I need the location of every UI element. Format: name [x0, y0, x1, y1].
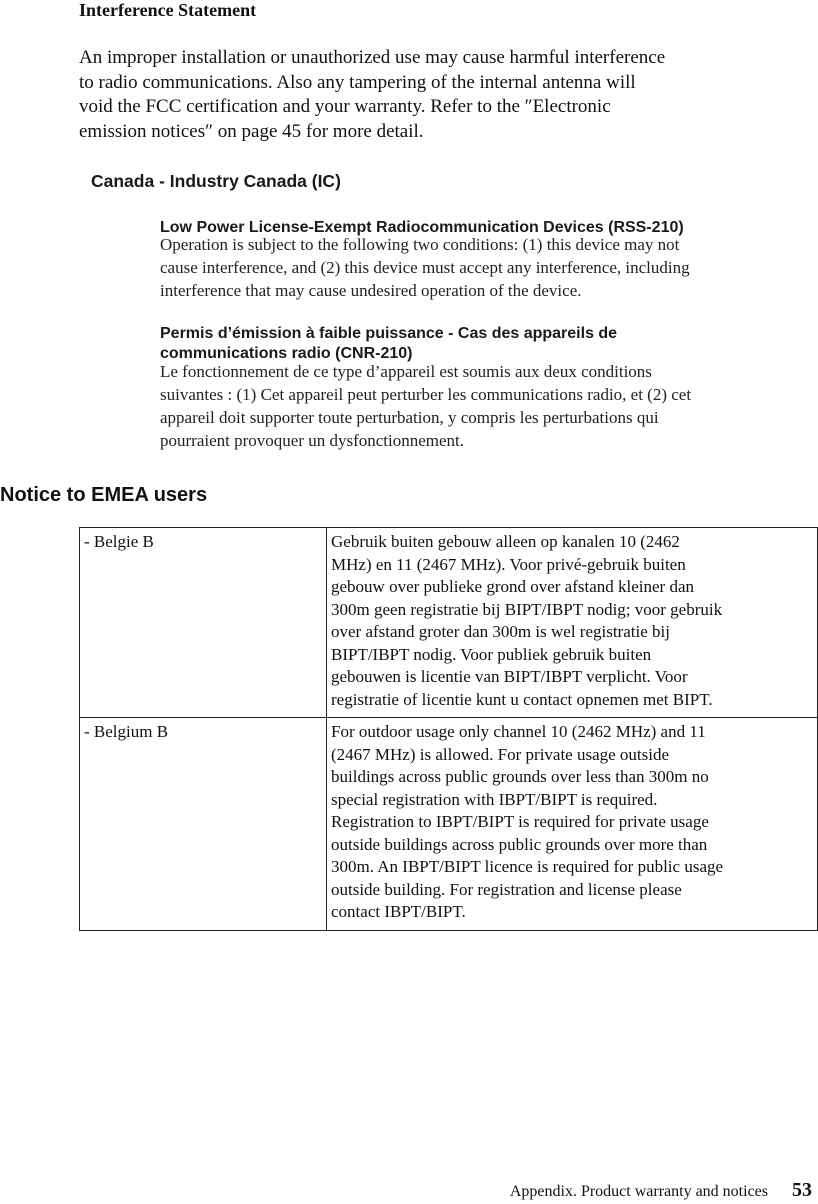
cnr-210-heading: [160, 324, 617, 364]
regulation-line: 300m geen registratie bij BIPT/IBPT nodig; voor gebruik: [331, 599, 723, 619]
regulation-line: gebouw over publieke grond over afstand kleiner dan: [331, 577, 695, 596]
interference-line: void the FCC certification and your warranty. Refer to the ″Electronic: [79, 96, 611, 117]
interference-line: emission notices″ on page 45 for more detail.: [79, 120, 424, 142]
interference-line: An improper installation or unauthorized use may cause harmful interference: [79, 47, 666, 68]
regulation-line: over afstand groter dan 300m is wel registratie bij: [331, 622, 670, 641]
rss-210-text: [160, 233, 805, 302]
page-footer: [510, 1179, 812, 1202]
country-cell: - Belgie B: [80, 528, 327, 718]
emea-heading: Notice to EMEA users: [0, 484, 208, 506]
regulation-line: Registration to IBPT/BIPT is required for private usage: [331, 812, 709, 831]
rss-210-heading: Low Power License-Exempt Radiocommunication Devices (RSS-210): [160, 219, 684, 236]
regulation-line: BIPT/IBPT nodig. Voor publiek gebruik buiten: [331, 644, 652, 664]
cnr-210-line: suivantes : (1) Cet appareil peut perturber les communications radio, et (2) cet: [160, 385, 692, 404]
rss-210-line: Operation is subject to the following two conditions: (1) this device may not: [160, 235, 680, 254]
rss-210-line: cause interference, and (2) this device must accept any interference, including: [160, 258, 690, 277]
regulation-line: buildings across public grounds over less than 300m no: [331, 767, 709, 786]
regulation-line: contact IBPT/BIPT.: [331, 902, 466, 921]
page-number: 53: [792, 1179, 812, 1201]
cnr-210-line: Le fonctionnement de ce type d’appareil est soumis aux deux conditions: [160, 362, 652, 381]
regulation-line: special registration with IBPT/BIPT is required.: [331, 789, 658, 809]
regulation-cell: [327, 718, 818, 931]
regulation-line: For outdoor usage only channel 10 (2462 MHz) and 11: [331, 722, 706, 741]
regulation-line: outside buildings across public grounds over more than: [331, 834, 708, 854]
table-row: [80, 718, 818, 931]
canada-ic-title: Canada - Industry Canada (IC): [91, 171, 341, 191]
interference-paragraph: [79, 46, 814, 144]
regulation-line: registratie of licentie kunt u contact opnemen met BIPT.: [331, 689, 713, 709]
cnr-210-heading-line: Permis d’émission à faible puissance - Cas des appareils de: [160, 325, 618, 342]
interference-heading: Interference Statement: [79, 0, 257, 20]
cnr-210-text: [160, 360, 805, 452]
regulation-line: Gebruik buiten gebouw alleen op kanalen 10 (2462: [331, 532, 680, 551]
footer-section-title: Appendix. Product warranty and notices: [509, 1183, 768, 1200]
regulation-line: outside building. For registration and license please: [331, 879, 682, 899]
regulation-line: (2467 MHz) is allowed. For private usage outside: [331, 744, 670, 764]
regulation-cell: [327, 528, 818, 718]
country-cell: - Belgium B: [80, 718, 327, 931]
regulation-line: gebouwen is licentie van BIPT/IBPT verplicht. Voor: [331, 667, 688, 686]
cnr-210-heading-line: communications radio (CNR-210): [160, 345, 413, 362]
regulation-line: 300m. An IBPT/BIPT licence is required for public usage: [331, 857, 724, 876]
cnr-210-line: appareil doit supporter toute perturbation, y compris les perturbations qui: [160, 408, 659, 427]
rss-210-line: interference that may cause undesired operation of the device.: [160, 281, 582, 300]
emea-table: [79, 527, 818, 931]
regulation-line: MHz) en 11 (2467 MHz). Voor privé-gebruik buiten: [331, 554, 686, 574]
cnr-210-line: pourraient provoquer un dysfonctionnement.: [160, 431, 465, 450]
interference-line: to radio communications. Also any tampering of the internal antenna will: [79, 71, 636, 93]
table-row: [80, 528, 818, 718]
